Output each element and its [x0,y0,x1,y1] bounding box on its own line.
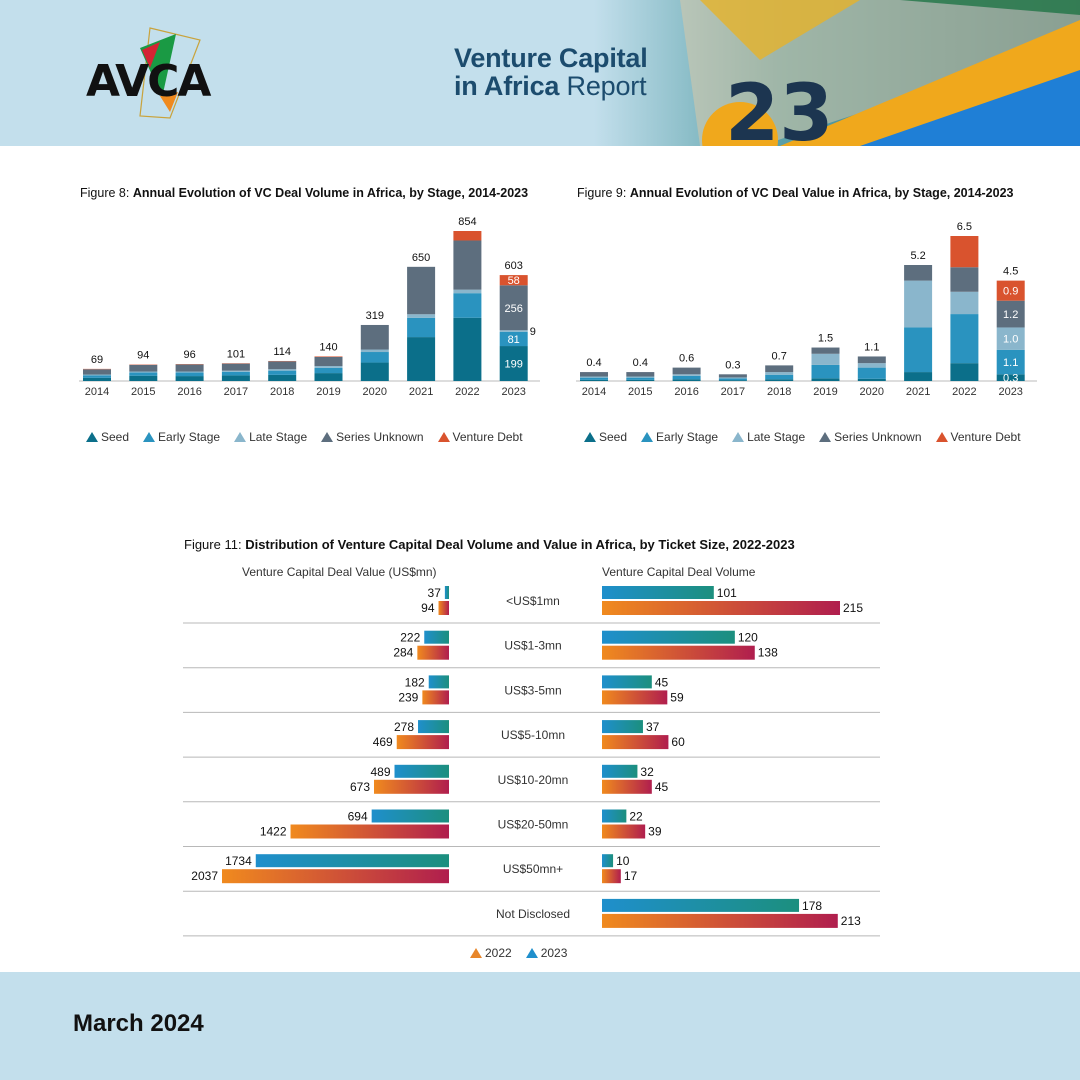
fig8-bar-2022-venture-debt [453,231,481,240]
fig8-total-label: 854 [458,216,477,228]
fig11-legend-label: 2022 [485,946,512,960]
fig11-volume-label-2022: 59 [670,690,684,705]
fig11-category-label: US$1-3mn [504,638,562,653]
fig9-bar-2017-series-unknown [719,374,747,377]
fig8-bar-2017-early-stage [222,372,250,376]
fig9-total-label: 0.7 [771,350,787,363]
fig9-bar-2018-series-unknown [765,365,793,372]
fig9-legend-item [819,430,921,444]
fig8-total-label: 69 [90,353,104,366]
fig11-volume-bar-2023 [602,854,613,867]
fig9-segment-label: 1.1 [1003,357,1019,370]
figure8-legend [86,430,523,444]
fig8-bar-2022-seed [453,318,481,381]
fig9-legend-item [936,430,1021,444]
fig9-bar-2020-early-stage [858,368,886,379]
fig9-bar-2022-seed [950,363,978,381]
fig9-legend-label: Series Unknown [834,430,922,444]
fig11-value-label-2022: 239 [398,690,419,705]
fig8-bar-2017-series-unknown [222,364,250,371]
fig8-bar-2016-late-stage [176,372,204,373]
fig8-legend-label: Venture Debt [452,430,523,444]
fig11-value-bar-2022 [422,690,449,704]
fig9-bar-2015-series-unknown [626,372,654,376]
fig9-bar-2014-seed [580,380,608,381]
fig9-total-label: 6.5 [956,221,973,233]
fig8-legend-item [234,430,307,444]
fig8-tick-label: 2015 [131,386,156,398]
fig9-bar-2018-early-stage [765,375,793,379]
fig11-legend-item [526,946,568,960]
fig8-legend-item [86,430,129,444]
fig8-bar-2015-early-stage [129,373,157,376]
fig11-volume-label-2022: 138 [757,645,778,660]
fig9-bar-2021-early-stage [904,327,932,372]
fig9-total-label: 5.2 [910,250,926,262]
fig9-segment-label: 1.2 [1003,309,1019,322]
fig8-total-label: 96 [183,349,196,362]
fig11-value-label-2022: 469 [372,735,393,750]
fig8-total-label: 650 [411,251,431,264]
fig9-tick-label: 2014 [581,386,607,398]
fig8-bar-2014-late-stage [83,375,111,376]
fig8-bar-2021-late-stage [407,314,435,318]
triangle-marker-icon [234,432,246,442]
triangle-marker-icon [526,948,538,958]
fig11-volume-label-2022: 60 [671,735,685,750]
fig8-total-label: 94 [137,349,150,362]
triangle-marker-icon [584,432,596,442]
fig11-value-bar-2022 [417,646,449,660]
fig8-bar-2018-early-stage [268,371,296,375]
fig8-tick-label: 2019 [316,386,341,398]
fig11-legend-label: 2023 [540,946,568,960]
fig11-value-bar-2023 [445,586,449,599]
fig9-legend-item [641,430,718,444]
fig11-volume-bar-2023 [602,810,626,823]
fig9-total-label: 4.5 [1003,265,1019,278]
fig11-value-label-2023: 694 [347,809,368,824]
fig11-volume-bar-2022 [602,646,755,660]
triangle-marker-icon [438,432,450,442]
report-title-bold: in Africa [454,71,560,102]
fig9-bar-2015-seed [626,380,654,381]
fig11-category-label: US$3-5mn [504,683,562,698]
fig9-bar-2017-late-stage [719,377,747,378]
fig11-volume-label-2023: 10 [616,854,630,869]
fig8-legend-item [438,430,523,444]
triangle-marker-icon [732,432,744,442]
fig8-bar-2023-late-stage [500,330,528,332]
fig8-bar-2020-late-stage [361,350,389,352]
fig9-tick-label: 2015 [628,386,653,398]
fig9-bar-2020-late-stage [858,363,886,367]
fig8-bar-2019-early-stage [315,368,343,373]
fig11-value-label-2022: 2037 [191,869,218,884]
fig9-bar-2016-late-stage [673,374,701,376]
figure8-prefix: Figure 8: [80,186,133,200]
fig8-tick-label: 2021 [408,386,434,398]
fig11-volume-bar-2023 [602,631,735,644]
fig8-total-label: 319 [365,309,384,322]
fig8-bar-2019-late-stage [315,366,343,368]
fig8-segment-label: 58 [507,275,520,288]
fig8-legend-label: Series Unknown [336,430,424,444]
footer-date: March 2024 [73,1010,204,1037]
fig8-tick-label: 2014 [84,386,110,398]
fig9-bar-2014-series-unknown [580,372,608,376]
fig11-value-label-2022: 673 [349,779,371,794]
fig9-bar-2015-late-stage [626,377,654,378]
fig9-segment-label: 1.0 [1003,333,1019,346]
figure9-legend [584,430,1021,444]
fig11-value-label-2022: 1422 [259,824,287,839]
fig9-legend-label: Venture Debt [950,430,1021,444]
fig9-bar-2019-early-stage [812,365,840,378]
fig9-total-label: 0.4 [632,357,648,370]
fig8-total-label: 101 [226,348,246,361]
fig8-bar-2021-early-stage [407,318,435,337]
fig11-value-label-2023: 1734 [225,854,252,869]
fig11-value-label-2023: 278 [393,720,415,735]
fig11-volume-bar-2023 [602,765,637,778]
report-title-regular: Report [559,71,647,102]
fig9-legend-label: Late Stage [747,430,806,444]
fig11-value-bar-2023 [424,631,449,644]
fig11-category-label: US$50mn+ [502,862,564,877]
fig9-bar-2019-seed [812,378,840,381]
fig9-bar-2021-seed [904,372,932,381]
triangle-marker-icon [641,432,653,442]
fig8-total-label: 603 [504,260,523,273]
fig9-bar-2016-seed [673,379,701,381]
fig11-volume-bar-2023 [602,675,652,688]
fig9-bar-2019-series-unknown [812,348,840,354]
fig8-bar-2019-series-unknown [315,357,343,366]
fig9-legend-item [732,430,805,444]
fig11-volume-bar-2022 [602,780,652,794]
fig9-tick-label: 2017 [720,386,746,398]
fig11-volume-bar-2022 [602,825,645,839]
fig8-bar-2017-seed [222,375,250,381]
fig8-bar-2014-seed [83,378,111,381]
fig8-tick-label: 2016 [177,386,202,398]
fig8-legend-label: Late Stage [249,430,308,444]
fig9-tick-label: 2022 [952,386,977,398]
fig9-tick-label: 2019 [813,386,838,398]
fig11-volume-label-2023: 101 [716,586,737,600]
footer [0,972,1080,1080]
fig11-value-bar-2023 [256,854,449,867]
fig11-volume-label-2023: 45 [654,675,669,690]
fig11-volume-label-2022: 39 [648,824,662,839]
fig9-bar-2020-series-unknown [858,356,886,363]
fig9-bar-2022-late-stage [950,292,978,314]
figure11-legend [470,946,567,960]
fig9-bar-2022-early-stage [950,314,978,363]
fig9-bar-2020-seed [858,379,886,381]
fig11-value-bar-2022 [222,869,449,883]
triangle-marker-icon [86,432,98,442]
fig9-tick-label: 2016 [674,386,699,398]
fig11-value-bar-2022 [397,735,449,749]
fig11-volume-label-2023: 22 [629,809,643,824]
fig8-bar-2020-early-stage [361,352,389,363]
fig9-bar-2015-early-stage [626,378,654,380]
fig11-value-bar-2022 [291,825,449,839]
fig9-bar-2021-series-unknown [904,265,932,281]
fig8-bar-2017-late-stage [222,371,250,372]
fig9-bar-2022-series-unknown [950,267,978,292]
fig9-bar-2016-early-stage [673,376,701,379]
fig11-volume-bar-2022 [602,735,668,749]
fig9-legend-label: Seed [599,430,628,444]
fig9-tick-label: 2018 [766,386,792,398]
fig11-value-label-2023: 182 [404,675,425,690]
triangle-marker-icon [321,432,333,442]
fig11-category-label: US$20-50mn [497,817,569,832]
fig9-segment-label: 0.3 [1003,372,1019,385]
banner-art-number: 23 [725,69,834,146]
fig9-total-label: 0.4 [586,357,602,370]
fig9-tick-label: 2021 [905,386,931,398]
fig11-volume-label-2023: 37 [645,720,660,735]
fig8-bar-2022-early-stage [453,293,481,318]
fig9-total-label: 0.3 [725,359,741,372]
fig11-volume-bar-2022 [602,869,621,883]
fig9-bar-2022-venture-debt [950,236,978,267]
fig11-value-bar-2023 [429,675,449,688]
fig11-value-bar-2022 [374,780,449,794]
triangle-marker-icon [470,948,482,958]
fig11-value-label-2022: 284 [393,645,414,660]
fig8-bar-2021-series-unknown [407,267,435,314]
fig11-volume-bar-2023 [602,720,643,733]
fig11-volume-bar-2022 [602,690,667,704]
report-title-line1: Venture Capital [454,43,648,73]
figure11-volume-header: Venture Capital Deal Volume [602,565,756,579]
fig8-segment-label: 256 [504,302,523,315]
fig11-volume-label-2022: 45 [654,779,669,794]
fig9-bar-2017-seed [719,380,747,381]
fig9-bar-2016-series-unknown [673,368,701,375]
fig9-total-label: 0.6 [678,352,695,365]
fig9-bar-2018-seed [765,379,793,381]
fig8-legend-label: Seed [101,430,130,444]
fig11-volume-label-2023: 178 [802,898,823,913]
fig11-volume-bar-2023 [602,586,714,599]
fig11-value-bar-2023 [372,810,449,823]
fig8-bar-2018-series-unknown [268,361,296,369]
fig9-legend-item [584,430,627,444]
fig9-bar-2014-early-stage [580,378,608,380]
fig11-category-label: <US$1mn [506,594,560,608]
fig8-tick-label: 2022 [455,386,480,398]
fig8-bar-2016-series-unknown [176,364,204,371]
triangle-marker-icon [936,432,948,442]
fig8-legend-label: Early Stage [158,430,221,444]
fig8-bar-2022-series-unknown [453,240,481,289]
fig9-total-label: 1.5 [817,332,834,345]
fig11-legend-item [470,946,512,960]
fig11-category-label: Not Disclosed [495,906,571,921]
fig9-total-label: 1.1 [864,341,880,354]
fig9-segment-label: 0.9 [1003,285,1019,298]
fig9-bar-2017-early-stage [719,378,747,380]
fig8-legend-item [321,430,423,444]
fig11-volume-label-2022: 17 [623,869,638,884]
fig11-volume-bar-2023 [602,899,799,912]
fig11-volume-label-2023: 120 [737,630,758,645]
fig8-bar-2015-series-unknown [129,365,157,372]
fig9-legend-label: Early Stage [656,430,719,444]
fig9-tick-label: 2023 [998,386,1023,398]
fig11-volume-label-2022: 215 [843,601,864,615]
fig8-segment-label: 81 [507,333,520,346]
fig11-volume-label-2023: 32 [640,764,654,779]
fig8-segment-label: 9 [529,326,536,339]
fig8-tick-label: 2017 [223,386,249,398]
fig8-bar-2020-seed [361,363,389,381]
fig11-value-bar-2022 [439,601,449,615]
fig8-bar-2019-venture-debt [315,356,343,357]
fig8-bar-2015-seed [129,376,157,381]
fig11-volume-label-2022: 213 [840,913,861,928]
fig8-bar-2015-late-stage [129,372,157,373]
figure11-value-header: Venture Capital Deal Value (US$mn) [242,565,437,579]
fig11-value-label-2023: 222 [400,630,421,645]
fig8-bar-2014-series-unknown [83,369,111,374]
fig8-bar-2019-seed [315,373,343,381]
fig11-value-bar-2023 [395,765,449,778]
fig8-bar-2022-late-stage [453,290,481,294]
figure9-prefix: Figure 9: [577,186,630,200]
figure8-title-text: Annual Evolution of VC Deal Volume in Africa, by Stage, 2014-2023 [132,186,529,200]
figure11-prefix: Figure 11: [184,537,246,552]
fig8-total-label: 114 [273,345,291,358]
fig8-bar-2021-seed [407,337,435,381]
fig11-value-label-2023: 37 [427,586,441,600]
fig11-value-bar-2023 [418,720,449,733]
figure11-title-text: Distribution of Venture Capital Deal Volume and Value in Africa, by Ticket Size, 2022-2023 [245,537,795,552]
fig11-category-label: US$5-10mn [500,728,566,743]
fig9-bar-2019-late-stage [812,354,840,365]
fig8-tick-label: 2023 [501,386,526,398]
fig9-bar-2021-late-stage [904,281,932,328]
fig9-tick-label: 2020 [859,386,885,398]
fig8-bar-2016-early-stage [176,373,204,377]
avca-logo: AVCA [86,56,210,107]
fig11-value-label-2022: 94 [421,601,435,615]
triangle-marker-icon [143,432,155,442]
fig8-bar-2020-series-unknown [361,325,389,350]
fig11-category-label: US$10-20mn [497,772,569,787]
fig8-total-label: 140 [319,341,338,354]
fig8-bar-2018-late-stage [268,369,296,370]
fig8-segment-label: 199 [504,358,523,371]
fig8-bar-2014-early-stage [83,375,111,377]
fig8-bar-2018-seed [268,375,296,381]
fig11-volume-bar-2022 [602,601,840,615]
fig11-volume-bar-2022 [602,914,838,928]
fig11-value-label-2023: 489 [370,764,391,779]
figure9-title-text: Annual Evolution of VC Deal Value in Africa, by Stage, 2014-2023 [629,186,1014,200]
fig8-tick-label: 2018 [269,386,295,398]
fig9-bar-2018-late-stage [765,372,793,375]
fig9-bar-2014-late-stage [580,377,608,378]
fig8-tick-label: 2020 [362,386,388,398]
triangle-marker-icon [819,432,831,442]
fig8-bar-2016-seed [176,376,204,381]
fig8-legend-item [143,430,220,444]
